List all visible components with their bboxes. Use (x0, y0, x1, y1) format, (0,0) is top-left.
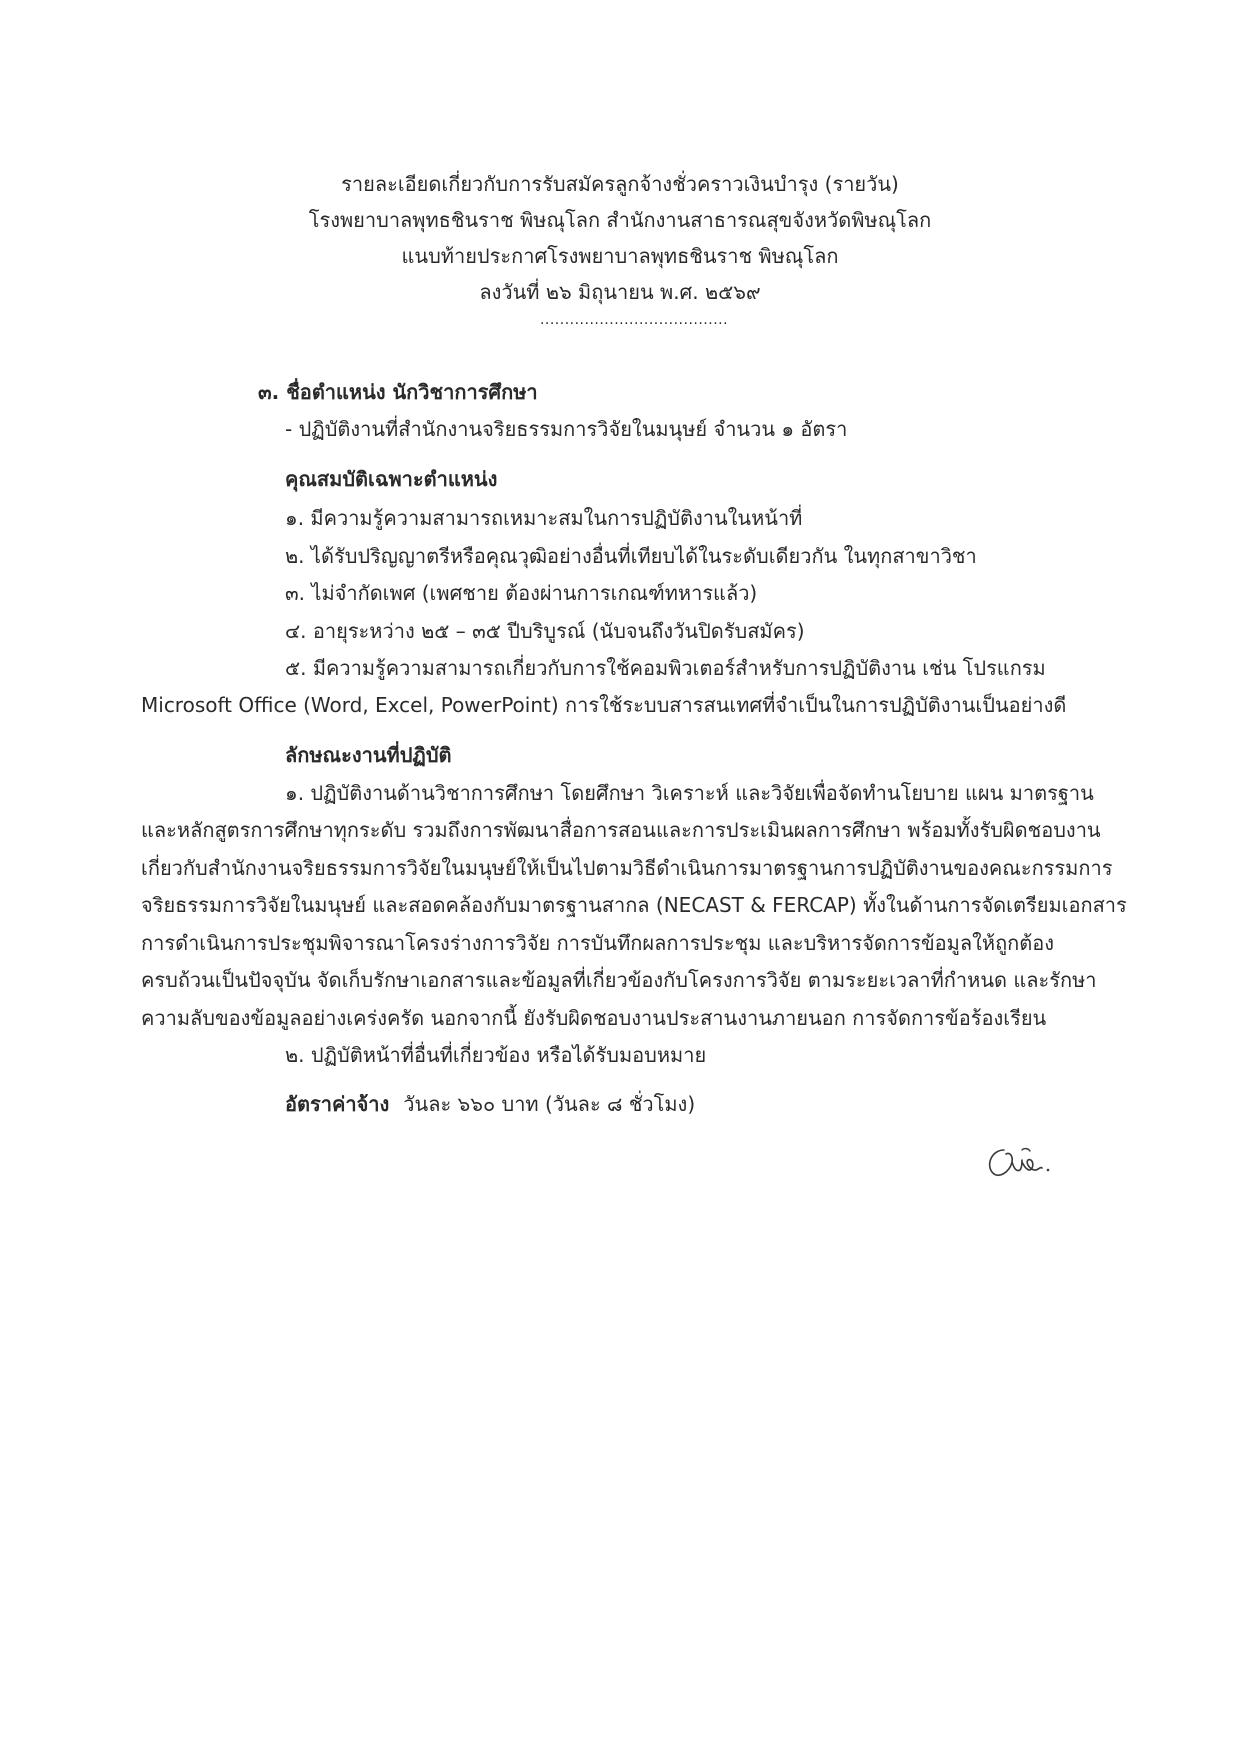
duty-line-5: การดำเนินการประชุมพิจารณาโครงร่างการวิจัย การบันทึกผลการประชุม และบริหารจัดการข้อมูลให้ถูกต้อง (141, 931, 1055, 955)
header-separator: ...................................... (539, 312, 729, 328)
duty-line-1: ๑. ปฏิบัติงานด้านวิชาการศึกษา โดยศึกษา วิเคราะห์ และวิจัยเพื่อจัดทำนโยบาย แผน มาตรฐาน (285, 781, 1094, 805)
duty-line-3: เกี่ยวกับสำนักงานจริยธรรมการวิจัยในมนุษย์ให้เป็นไปตามวิธีดำเนินการมาตรฐานการปฏิบัติงานของคณะกรรมการ (141, 856, 1113, 880)
header-line-4: ลงวันที่ ๒๖ มิถุนายน พ.ศ. ๒๕๖๙ (479, 280, 761, 304)
position-title: ๓. ชื่อตำแหน่ง นักวิชาการศึกษา (258, 380, 538, 404)
header-line-1: รายละเอียดเกี่ยวกับการรับสมัครลูกจ้างชั่วคราวเงินบำรุง (รายวัน) (341, 172, 899, 196)
duty-line-4: จริยธรรมการวิจัยในมนุษย์ และสอดคล้องกับมาตรฐานสากล (NECAST & FERCAP) ทั้งในด้านการจัดเตรียมเอกสาร (141, 893, 1127, 917)
duty-line-6: ครบถ้วนเป็นปัจจุบัน จัดเก็บรักษาเอกสารและข้อมูลที่เกี่ยวข้องกับโครงการวิจัย ตามระยะเวลาที่กำหนด และรักษา (141, 968, 1097, 992)
qualification-item-5-continued: Microsoft Office (Word, Excel, PowerPoint) การใช้ระบบสารสนเทศที่จำเป็นในการปฏิบัติงานเป็นอย่างดี (141, 693, 1067, 717)
wage-label: อัตราค่าจ้าง (285, 1092, 390, 1116)
wage-value: วันละ ๖๖๐ บาท (วันละ ๘ ชั่วโมง) (403, 1092, 696, 1116)
duties-heading: ลักษณะงานที่ปฏิบัติ (285, 743, 452, 767)
signature-icon (982, 1138, 1062, 1188)
qualification-item-4: ๔. อายุระหว่าง ๒๕ – ๓๕ ปีบริบูรณ์ (นับจนถึงวันปิดรับสมัคร) (285, 619, 805, 643)
qualification-item-2: ๒. ได้รับปริญญาตรีหรือคุณวุฒิอย่างอื่นที่เทียบได้ในระดับเดียวกัน ในทุกสาขาวิชา (285, 544, 977, 568)
qualification-item-3: ๓. ไม่จำกัดเพศ (เพศชาย ต้องผ่านการเกณฑ์ทหารแล้ว) (285, 581, 758, 605)
duty-line-2: และหลักสูตรการศึกษาทุกระดับ รวมถึงการพัฒนาสื่อการสอนและการประเมินผลการศึกษา พร้อมทั้งรับผิดชอบงาน (141, 818, 1101, 842)
wage-line (285, 1089, 695, 1119)
duty-line-7: ความลับของข้อมูลอย่างเคร่งครัด นอกจากนี้ ยังรับผิดชอบงานประสานงานภายนอก การจัดการข้อร้องเรียน (141, 1006, 1047, 1030)
qualification-item-5: ๕. มีความรู้ความสามารถเกี่ยวกับการใช้คอมพิวเตอร์สำหรับการปฏิบัติงาน เช่น โปรแกรม (285, 656, 1046, 680)
header-line-2: โรงพยาบาลพุทธชินราช พิษณุโลก สำนักงานสาธารณสุขจังหวัดพิษณุโลก (308, 208, 932, 232)
duty-line-8: ๒. ปฏิบัติหน้าที่อื่นที่เกี่ยวข้อง หรือได้รับมอบหมาย (285, 1043, 707, 1067)
header-line-3: แนบท้ายประกาศโรงพยาบาลพุทธชินราช พิษณุโลก (401, 244, 839, 268)
position-detail: - ปฏิบัติงานที่สำนักงานจริยธรรมการวิจัยในมนุษย์ จำนวน ๑ อัตรา (285, 417, 848, 441)
qualification-item-1: ๑. มีความรู้ความสามารถเหมาะสมในการปฏิบัติงานในหน้าที่ (285, 506, 803, 530)
qualifications-heading: คุณสมบัติเฉพาะตำแหน่ง (285, 467, 498, 491)
document-header (0, 166, 1240, 310)
